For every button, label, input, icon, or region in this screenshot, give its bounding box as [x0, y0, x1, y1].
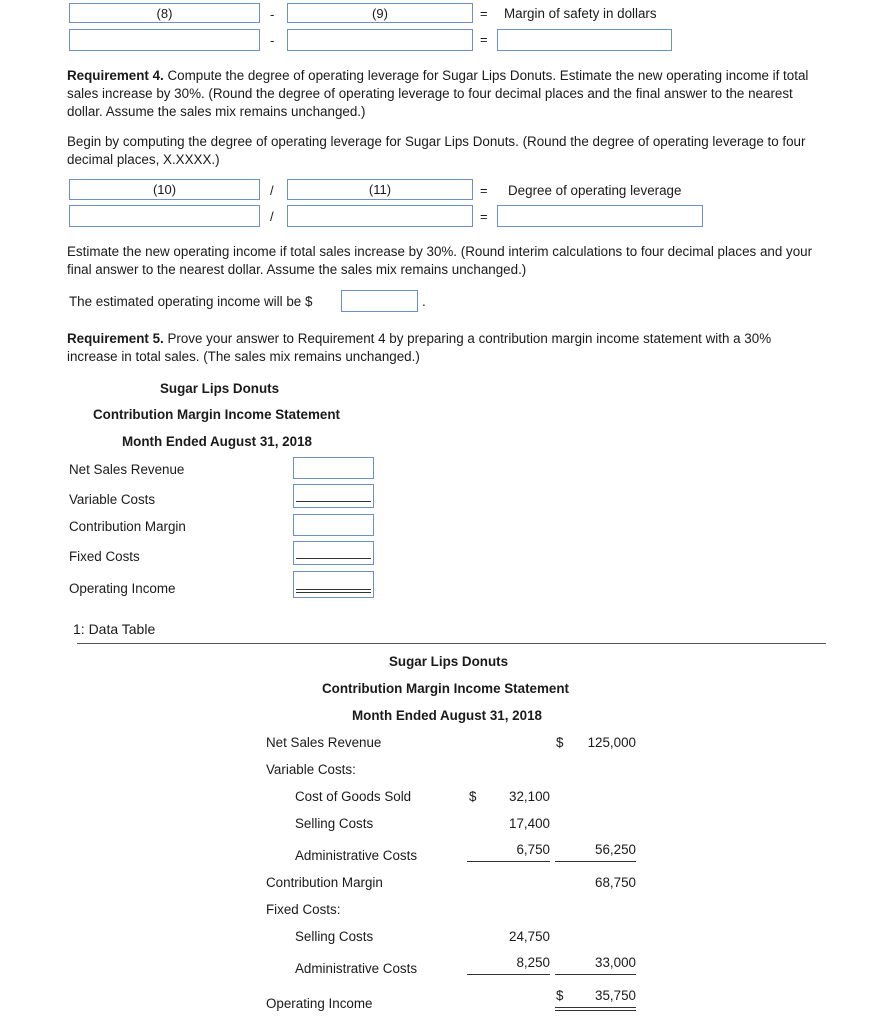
cogs-value: 32,100 [509, 789, 550, 804]
net-sales-label: Net Sales Revenue [266, 735, 382, 750]
double-underline-oi-bottom [555, 1010, 636, 1011]
double-underline-bottom [296, 592, 371, 593]
underline-admin-fixed [467, 974, 550, 975]
cogs-dollar: $ [469, 789, 477, 804]
total-fixed-value: 33,000 [595, 955, 636, 970]
single-underline [296, 501, 371, 502]
fixed-costs-label: Fixed Costs: [266, 902, 341, 917]
equals-operator: = [480, 32, 488, 47]
header-cell-11: (11) [287, 179, 473, 200]
margin-of-safety-input-b[interactable] [287, 29, 473, 51]
equals-operator: = [480, 6, 488, 21]
net-sales-dollar: $ [556, 735, 564, 750]
selling-fixed-label: Selling Costs [295, 929, 374, 944]
operating-income-dollar: $ [556, 988, 564, 1003]
header-cell-10: (10) [69, 179, 260, 200]
operating-income-input[interactable] [293, 571, 374, 598]
admin-fixed-label: Administrative Costs [295, 961, 418, 976]
minus-operator: - [270, 33, 275, 48]
contribution-margin-value: 68,750 [595, 875, 636, 890]
net-sales-input[interactable] [293, 457, 374, 479]
data-table-period: Month Ended August 31, 2018 [352, 708, 542, 723]
selling-variable-label: Selling Costs [295, 816, 374, 831]
admin-variable-value: 6,750 [516, 842, 550, 857]
operating-income-value: 35,750 [595, 988, 636, 1003]
data-table-rule [77, 643, 826, 644]
requirement-5-text [67, 330, 817, 366]
dol-numerator-input[interactable] [69, 205, 260, 227]
begin-text: Begin by computing the degree of operating leverage for Sugar Lips Donuts. (Round the degree of operating leverage to four decimal places, X.XXXX.) [67, 134, 806, 167]
requirement-5-heading: Requirement 5. [67, 331, 164, 346]
period-mark: . [422, 294, 426, 309]
admin-fixed-value: 8,250 [516, 955, 550, 970]
double-underline-oi-top [555, 1007, 636, 1008]
requirement-4-heading: Requirement 4. [67, 68, 164, 83]
underline-total-fixed [555, 974, 636, 975]
net-sales-value: 125,000 [587, 735, 636, 750]
minus-operator: - [270, 7, 275, 22]
estimated-operating-income-input[interactable] [341, 290, 418, 312]
selling-variable-value: 17,400 [509, 816, 550, 831]
requirement-4-body: Compute the degree of operating leverage for Sugar Lips Donuts. Estimate the new operating income if total sales increase by 30%. (Round the degree of operating leverage to four decimal places and the final answer to the nearest dollar. Assume the sales mix remains unchanged.) [67, 68, 809, 119]
row-label-net-sales: Net Sales Revenue [69, 462, 185, 477]
margin-of-safety-input-a[interactable] [69, 29, 260, 51]
degree-of-operating-leverage-label: Degree of operating leverage [508, 183, 682, 198]
double-underline-top [296, 589, 371, 590]
divide-operator: / [270, 183, 274, 198]
fixed-costs-input[interactable] [293, 541, 374, 565]
margin-of-safety-label: Margin of safety in dollars [504, 6, 657, 21]
header-cell-8: (8) [69, 3, 260, 23]
contribution-margin-input[interactable] [293, 514, 374, 536]
underline-admin-variable [467, 861, 550, 862]
operating-income-label: Operating Income [266, 996, 373, 1011]
contribution-margin-label: Contribution Margin [266, 875, 383, 890]
estimate-text: Estimate the new operating income if total sales increase by 30%. (Round interim calculations to four decimal places and your final answer to the nearest dollar. Assume the sales mix remains unchanged.) [67, 244, 813, 277]
underline-total-variable [555, 861, 636, 862]
data-table-statement: Contribution Margin Income Statement [322, 681, 569, 696]
single-underline [296, 558, 371, 559]
data-table-company: Sugar Lips Donuts [389, 654, 509, 669]
margin-of-safety-result-input[interactable] [497, 29, 672, 51]
data-table-title: 1: Data Table [73, 621, 156, 637]
estimated-operating-income-label: The estimated operating income will be $ [69, 294, 313, 309]
divide-operator: / [270, 209, 274, 224]
statement-title: Contribution Margin Income Statement [93, 407, 340, 422]
dol-result-input[interactable] [497, 205, 703, 227]
requirement-5-body: Prove your answer to Requirement 4 by preparing a contribution margin income statement with a 30% increase in total sales. (The sales mix remains unchanged.) [67, 331, 772, 364]
variable-costs-label: Variable Costs: [266, 762, 356, 777]
dol-denominator-input[interactable] [287, 205, 473, 227]
admin-variable-label: Administrative Costs [295, 848, 418, 863]
row-label-operating-income: Operating Income [69, 581, 176, 596]
variable-costs-input[interactable] [293, 484, 374, 508]
statement-company: Sugar Lips Donuts [160, 381, 280, 396]
cogs-label: Cost of Goods Sold [295, 789, 412, 804]
requirement-4-text [67, 67, 817, 121]
equals-operator: = [480, 209, 488, 224]
statement-period: Month Ended August 31, 2018 [122, 434, 312, 449]
row-label-variable-costs: Variable Costs [69, 492, 156, 507]
row-label-fixed-costs: Fixed Costs [69, 549, 140, 564]
selling-fixed-value: 24,750 [509, 929, 550, 944]
total-variable-value: 56,250 [595, 842, 636, 857]
header-cell-9: (9) [287, 3, 473, 23]
equals-operator: = [480, 183, 488, 198]
row-label-contribution-margin: Contribution Margin [69, 519, 186, 534]
